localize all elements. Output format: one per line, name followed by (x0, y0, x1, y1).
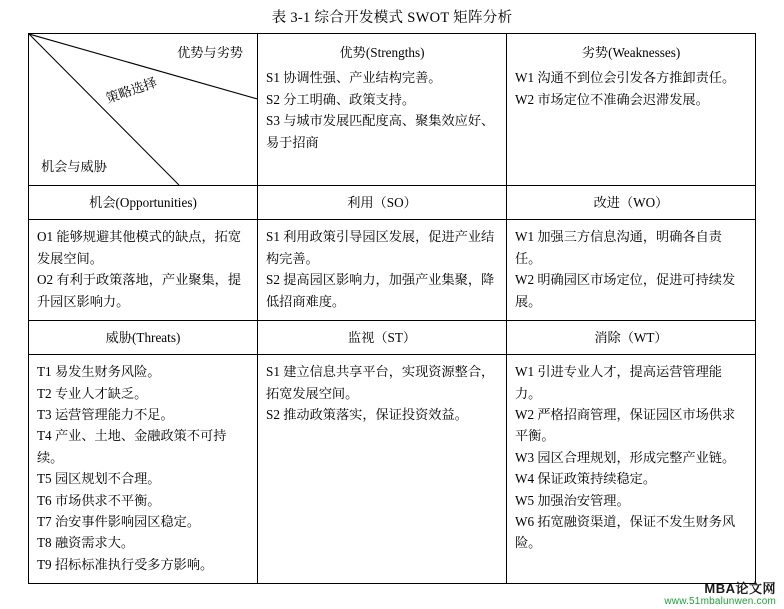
opportunities-cell (29, 220, 258, 321)
wt-item: W4 保证政策持续稳定。 (515, 471, 657, 487)
weaknesses-item: W2 市场定位不准确会迟滞发展。 (515, 91, 709, 107)
wt-item: W2 严格招商管理，保证园区市场供求平衡。 (515, 407, 736, 444)
threats-item: T6 市场供求不平衡。 (37, 492, 161, 508)
threats-item: T8 融资需求大。 (37, 535, 135, 551)
threats-item: T7 治安事件影响园区稳定。 (37, 513, 201, 529)
strengths-item: S3 与城市发展匹配度高、聚集效应好、易于招商 (266, 113, 495, 150)
swot-matrix-table (28, 33, 756, 584)
cell-header-wo: 改进（WO） (507, 186, 756, 220)
subheader-row-threats (29, 320, 756, 354)
weaknesses-item: W1 沟通不到位会引发各方推卸责任。 (515, 70, 736, 86)
threats-cell (29, 355, 258, 584)
cell-header-so: 利用（SO） (258, 186, 507, 220)
header-strengths (258, 34, 507, 186)
header-weaknesses (507, 34, 756, 186)
opportunities-item: O2 有利于政策落地，产业聚集，提升园区影响力。 (37, 272, 242, 309)
so-item: S2 提高园区影响力，加强产业集聚，降低招商难度。 (266, 272, 495, 309)
wt-item: W6 拓宽融资渠道，保证不发生财务风险。 (515, 513, 736, 551)
row-header-threats: 威胁(Threats) (29, 320, 258, 354)
strengths-item: S1 协调性强、产业结构完善。 (266, 70, 442, 86)
watermark-url: www.51mbalunwen.com (664, 596, 776, 607)
st-strategy-cell (258, 355, 507, 584)
wo-item: W2 明确园区市场定位，促进可持续发展。 (515, 272, 736, 309)
wo-strategy-cell (507, 220, 756, 321)
wt-strategy-cell (507, 355, 756, 584)
threats-item: T1 易发生财务风险。 (37, 364, 161, 380)
threats-item: T4 产业、土地、金融政策不可持续。 (37, 428, 227, 465)
wt-item: W5 加强治安管理。 (515, 492, 630, 508)
st-item: S1 建立信息共享平台，实现资源整合，拓宽发展空间。 (266, 364, 495, 401)
corner-top-label: 优势与劣势 (177, 45, 243, 60)
watermark (664, 578, 776, 607)
strengths-item: S2 分工明确、政策支持。 (266, 91, 416, 107)
table-row-threats (29, 355, 756, 584)
threats-item: T2 专业人才缺乏。 (37, 385, 148, 401)
subheader-row-opportunities (29, 186, 756, 220)
threats-item: T5 园区规划不合理。 (37, 471, 161, 487)
cell-header-wt: 消除（WT） (507, 320, 756, 354)
table-caption: 表 3-1 综合开发模式 SWOT 矩阵分析 (271, 10, 513, 26)
wo-item: W1 加强三方信息沟通，明确各自责任。 (515, 229, 722, 266)
wt-item: W3 园区合理规划，形成完整产业链。 (515, 449, 736, 465)
threats-item: T3 运营管理能力不足。 (37, 407, 174, 422)
wt-item: W1 引进专业人才，提高运营管理能力。 (515, 364, 722, 401)
so-item: S1 利用政策引导园区发展，促进产业结构完善。 (266, 229, 495, 266)
threats-item: T9 招标标准执行受多方影响。 (37, 556, 214, 572)
table-row-opportunities (29, 220, 756, 321)
header-strengths-title: 优势(Strengths) (339, 45, 425, 60)
corner-diagonal-cell (29, 34, 258, 186)
opportunities-item: O1 能够规避其他模式的缺点，拓宽发展空间。 (37, 229, 242, 266)
st-item: S2 推动政策落实，保证投资效益。 (266, 407, 468, 422)
corner-diagonal-label: 策略选择 (103, 74, 159, 107)
table-header-row (29, 34, 756, 186)
so-strategy-cell (258, 220, 507, 321)
cell-header-st: 监视（ST） (258, 320, 507, 354)
corner-bottom-label: 机会与威胁 (41, 158, 107, 174)
header-weaknesses-title: 劣势(Weaknesses) (581, 45, 681, 60)
watermark-name: MBA论文网 (704, 581, 776, 596)
row-header-opportunities: 机会(Opportunities) (29, 186, 258, 220)
